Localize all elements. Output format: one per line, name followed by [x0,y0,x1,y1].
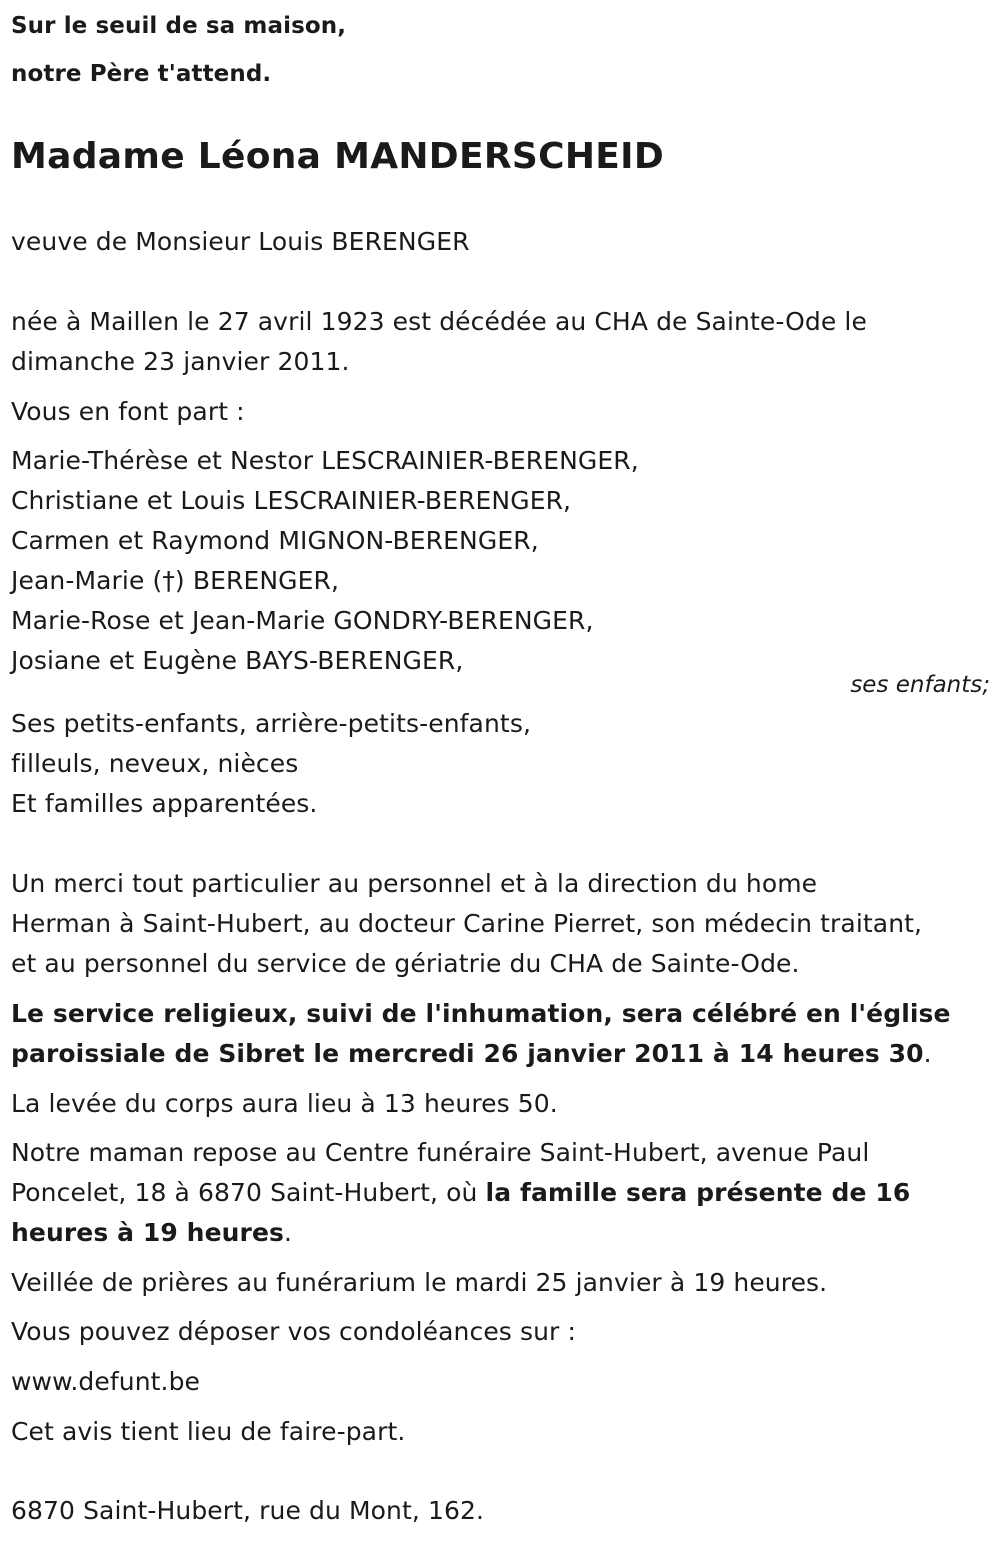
service-line-2 [11,1034,932,1074]
family-line: Et familles apparentées. [11,789,318,818]
repose-line-3-end: . [284,1218,293,1247]
repose-line-3 [11,1213,292,1253]
verse-line-2: notre Père t'attend. [11,61,272,87]
levee-line: La levée du corps aura lieu à 13 heures 50. [11,1089,558,1118]
family-presence-hours: heures à 19 heures [11,1218,285,1247]
spouse-line: veuve de Monsieur Louis BERENGER [11,227,470,256]
vigil-line: Veillée de prières au funérarium le mardi 25 janvier à 19 heures. [11,1268,828,1297]
condolences-intro: Vous pouvez déposer vos condoléances sur : [11,1317,576,1346]
service-date-time: paroissiale de Sibret le mercredi 26 janvier 2011 à 14 heures 30 [11,1039,924,1068]
thanks-line: Herman à Saint-Hubert, au docteur Carine Pierret, son médecin traitant, [11,909,923,938]
address-line: 6870 Saint-Hubert, rue du Mont, 162. [11,1496,485,1525]
family-line: filleuls, neveux, nièces [11,749,299,778]
child-line: Josiane et Eugène BAYS-BERENGER, [11,646,464,675]
repose-line-2 [11,1173,910,1213]
service-line-1: Le service religieux, suivi de l'inhumation, sera célébré en l'église [11,999,951,1028]
thanks-line: Un merci tout particulier au personnel et à la direction du home [11,869,818,898]
children-role-label: ses enfants; [850,672,990,698]
notice-line: Cet avis tient lieu de faire-part. [11,1417,406,1446]
child-line: Jean-Marie (†) BERENGER, [11,566,340,595]
repose-line-1: Notre maman repose au Centre funéraire Saint-Hubert, avenue Paul [11,1138,870,1167]
website-link[interactable]: www.defunt.be [11,1367,201,1396]
announce-intro: Vous en font part : [11,397,245,426]
child-line: Marie-Thérèse et Nestor LESCRAINIER-BERENGER, [11,446,639,475]
child-line: Marie-Rose et Jean-Marie GONDRY-BERENGER, [11,606,594,635]
family-line: Ses petits-enfants, arrière-petits-enfants, [11,709,531,738]
birth-death-line-2: dimanche 23 janvier 2011. [11,347,350,376]
repose-line-2-plain: Poncelet, 18 à 6870 Saint-Hubert, où [11,1178,486,1207]
service-line-2-end: . [923,1039,932,1068]
deceased-name: Madame Léona MANDERSCHEID [11,136,665,177]
verse-line-1: Sur le seuil de sa maison, [11,13,347,39]
family-presence: la famille sera présente de 16 [485,1178,911,1207]
child-line: Christiane et Louis LESCRAINIER-BERENGER, [11,486,572,515]
child-line: Carmen et Raymond MIGNON-BERENGER, [11,526,539,555]
thanks-line: et au personnel du service de gériatrie du CHA de Sainte-Ode. [11,949,800,978]
birth-death-line-1: née à Maillen le 27 avril 1923 est décédée au CHA de Sainte-Ode le [11,307,867,336]
